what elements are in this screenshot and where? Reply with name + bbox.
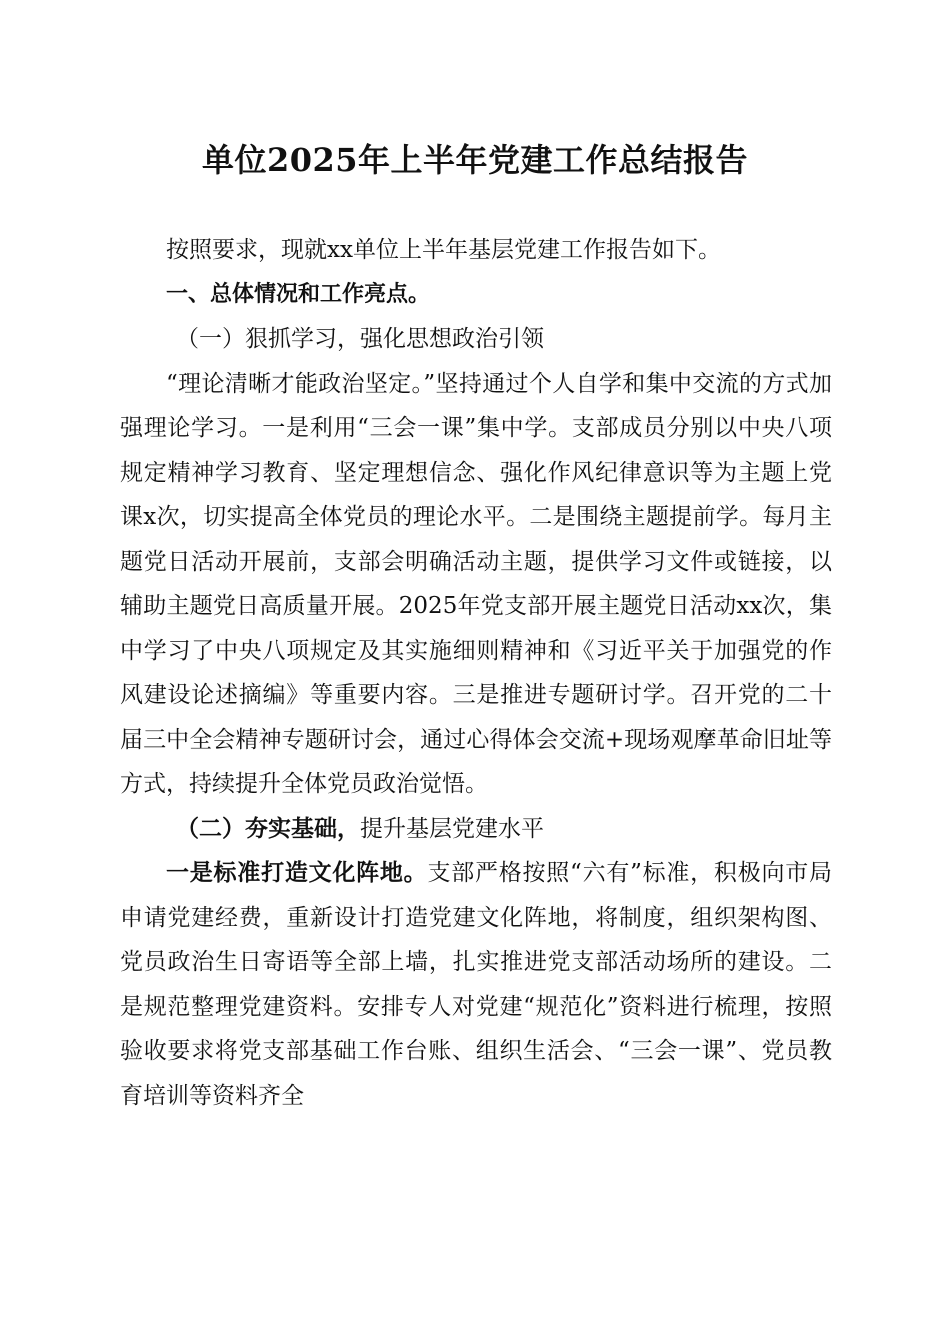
intro-paragraph: 按照要求，现就xx单位上半年基层党建工作报告如下。 xyxy=(166,237,721,263)
subsection-2-text: 支部严格按照“六有”标准，积极向市局申请党建经费，重新设计打造党建文化阵地，将制度，组织架构图、党员政治生日寄语等全部上墙，扎实推进党支部活动场所的建设。二是规范整理党建资料。安排专人对党建“规范化”资料进行梳理，按照验收要求将党支部基础工作台账、组织生活会、“三会一课”、党员教育培训等资料齐全 xyxy=(120,860,832,1109)
subsection-heading-2-rest: 提升基层党建水平 xyxy=(360,815,544,842)
subsection-heading-2 xyxy=(120,807,832,852)
subsection-heading-2-lead: （二）夯实基础， xyxy=(176,814,360,842)
subsection-1-paragraph: “理论清晰才能政治坚定。”坚持通过个人自学和集中交流的方式加强理论学习。一是利用“三会一课”集中学。支部成员分别以中央八项规定精神学习教育、坚定理想信念、强化作风纪律意识等为主题上党课x次，切实提高全体党员的理论水平。二是围绕主题提前学。每月主题党日活动开展前，支部会明确活动主题，提供学习文件或链接，以辅助主题党日高质量开展。2025年党支部开展主题党日活动xx次，集中学习了中央八项规定及其实施细则精神和《习近平关于加强党的作风建设论述摘编》等重要内容。三是推进专题研讨学。召开党的二十届三中全会精神专题研讨会，通过心得体会交流+现场观摩革命旧址等方式，持续提升全体党员政治觉悟。 xyxy=(120,370,832,797)
document-body xyxy=(120,228,832,1118)
section-heading-1: 一、总体情况和工作亮点。 xyxy=(166,281,431,307)
subsection-2-paragraph xyxy=(120,851,832,1118)
subsection-2-lead: 一是标准打造文化阵地。 xyxy=(166,859,428,886)
document-title: 单位2025年上半年党建工作总结报告 xyxy=(201,141,749,179)
subsection-heading-1: （一）狠抓学习，强化思想政治引领 xyxy=(176,326,544,352)
